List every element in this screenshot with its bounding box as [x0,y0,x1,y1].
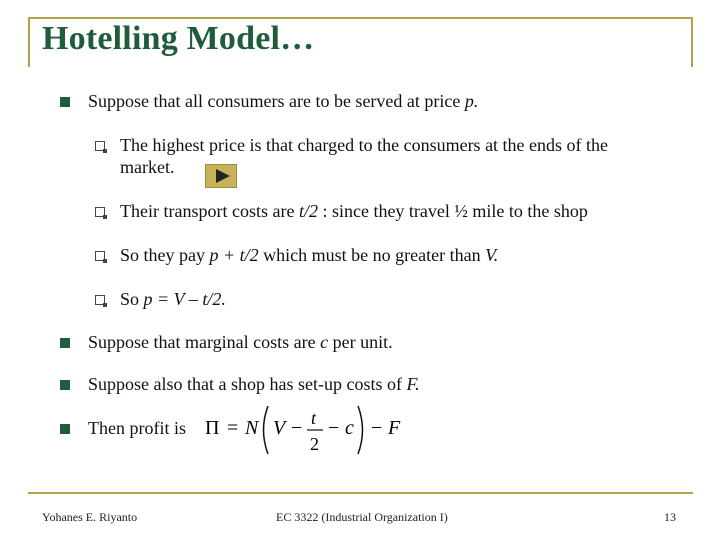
formula-t: t [311,408,317,428]
bullet-text: Then profit is [88,418,186,438]
formula-pi: Π [205,417,220,439]
formula-right-paren [358,406,363,454]
bullet-square-icon [60,97,70,107]
formula-f: F [388,417,401,439]
math-term: t/2 [298,201,318,221]
bullet-line [88,90,478,112]
play-arrow-button[interactable] [205,164,237,188]
math-term: p + t/2 [209,245,259,265]
formula-n: N [245,417,259,439]
sub-bullet-text: So they pay [120,245,210,265]
price-var: p. [464,91,479,111]
bullet-text: Suppose also that a shop has set-up costs of [88,374,407,394]
footer-course: EC 3322 (Industrial Organization I) [276,510,448,524]
footer-author: Yohanes E. Riyanto [42,510,138,524]
sub-bullet-icon [95,207,105,217]
frame-bottom-border [28,492,693,494]
sub-bullet-text: : since they travel ½ mile to the shop [317,201,588,221]
bullet-square-icon [60,380,70,390]
formula-equals: = [227,417,239,439]
bullet-text: Suppose that all consumers are to be served at price [88,91,465,111]
formula-minus: − [371,417,383,439]
formula-left-paren [264,406,269,454]
cost-var: c [320,332,329,352]
setup-cost-var: F. [406,374,420,394]
formula-c: c [345,417,354,439]
bullet-square-icon [60,424,70,434]
math-term: V. [485,245,499,265]
formula-v: V [273,417,286,439]
sub-bullet-icon [95,141,105,151]
frame-left-border [28,17,30,67]
sub-bullet-line-cont [120,156,174,178]
bullet-square-icon [60,338,70,348]
formula-minus: − [328,417,340,439]
formula-minus: − [291,417,303,439]
footer-page-number: 13 [664,510,676,524]
sub-bullet-line [120,288,226,310]
profit-formula [205,400,405,460]
sub-bullet-icon [95,251,105,261]
sub-bullet-line [120,244,498,266]
sub-bullet-text: The highest price is that charged to the consumers at the ends of the [120,135,609,155]
bullet-line [88,417,186,439]
frame-top-border [28,17,693,19]
sub-bullet-icon [95,295,105,305]
sub-bullet-text: So [120,289,144,309]
sub-bullet-text: which must be no greater than [258,245,486,265]
math-term: p = V – t/2. [143,289,226,309]
sub-bullet-text: market. [120,157,175,177]
formula-two: 2 [310,434,319,454]
slide-title: Hotelling Model… [42,20,315,57]
bullet-text: Suppose that marginal costs are [88,332,321,352]
sub-bullet-line [120,134,608,156]
bullet-line [88,373,420,395]
sub-bullet-line [120,200,588,222]
bullet-text: per unit. [328,332,393,352]
sub-bullet-text: Their transport costs are [120,201,299,221]
frame-right-border [691,17,693,67]
bullet-line [88,331,393,353]
